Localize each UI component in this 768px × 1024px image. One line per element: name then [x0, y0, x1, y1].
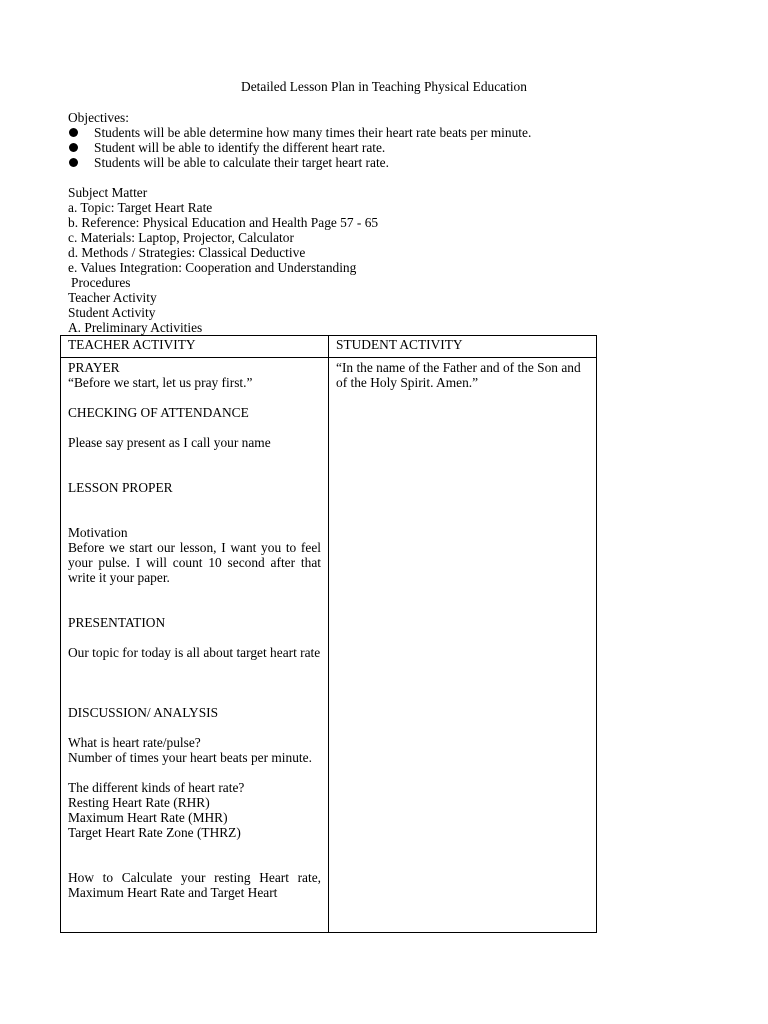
- answer-1: Number of times your heart beats per minute.: [68, 750, 312, 765]
- student-activity-label: Student Activity: [68, 305, 156, 320]
- motivation-heading: Motivation: [68, 525, 128, 540]
- table-header-row: [61, 336, 597, 358]
- subject-matter-line: c. Materials: Laptop, Projector, Calculator: [68, 230, 294, 245]
- subject-matter-heading: Subject Matter: [68, 185, 148, 200]
- attendance-heading: CHECKING OF ATTENDANCE: [68, 405, 249, 420]
- subject-matter-line: d. Methods / Strategies: Classical Deductive: [68, 245, 306, 260]
- bullet-icon: [69, 158, 78, 167]
- objective-item: Student will be able to identify the different heart rate.: [68, 140, 531, 155]
- subject-matter-line: a. Topic: Target Heart Rate: [68, 200, 213, 215]
- heart-rate-kind: Target Heart Rate Zone (THRZ): [68, 825, 241, 840]
- subject-matter-section: [68, 185, 378, 335]
- lesson-proper-heading: LESSON PROPER: [68, 480, 173, 495]
- question-2: The different kinds of heart rate?: [68, 780, 245, 795]
- subject-matter-line: b. Reference: Physical Education and Health Page 57 - 65: [68, 215, 379, 230]
- teacher-activity-cell: [61, 358, 329, 933]
- objective-item: Students will be able to calculate their target heart rate.: [68, 155, 531, 170]
- question-1: What is heart rate/pulse?: [68, 735, 201, 750]
- prayer-text: “Before we start, let us pray first.”: [68, 375, 253, 390]
- bullet-icon: [69, 143, 78, 152]
- presentation-heading: PRESENTATION: [68, 615, 166, 630]
- activity-table: [60, 335, 597, 933]
- calculate-text: How to Calculate your resting Heart rate, Maximum Heart Rate and Target Heart: [68, 870, 321, 900]
- presentation-text: Our topic for today is all about target heart rate: [68, 645, 321, 660]
- document-title: Detailed Lesson Plan in Teaching Physical Education: [241, 79, 527, 94]
- student-activity-header: STUDENT ACTIVITY: [336, 337, 463, 352]
- teacher-activity-header: TEACHER ACTIVITY: [68, 337, 196, 352]
- heart-rate-kind: Maximum Heart Rate (MHR): [68, 810, 228, 825]
- objectives-section: [68, 110, 531, 170]
- table-row: [61, 358, 597, 933]
- objectives-heading: Objectives:: [68, 110, 129, 125]
- preliminary-activities-label: A. Preliminary Activities: [68, 320, 203, 335]
- heart-rate-kind: Resting Heart Rate (RHR): [68, 795, 210, 810]
- discussion-heading: DISCUSSION/ ANALYSIS: [68, 705, 219, 720]
- motivation-text: Before we start our lesson, I want you to feel your pulse. I will count 10 second after that write it your paper.: [68, 540, 321, 585]
- bullet-icon: [69, 128, 78, 137]
- table-header-cell: [329, 336, 597, 358]
- procedures-heading: Procedures: [71, 275, 131, 290]
- student-activity-cell: [329, 358, 597, 933]
- teacher-activity-label: Teacher Activity: [68, 290, 157, 305]
- subject-matter-line: e. Values Integration: Cooperation and Understanding: [68, 260, 357, 275]
- attendance-text: Please say present as I call your name: [68, 435, 271, 450]
- prayer-heading: PRAYER: [68, 360, 120, 375]
- objective-item: Students will be able determine how many times their heart rate beats per minute.: [68, 125, 531, 140]
- prayer-response: “In the name of the Father and of the Son and of the Holy Spirit. Amen.”: [336, 360, 581, 390]
- table-header-cell: [61, 336, 329, 358]
